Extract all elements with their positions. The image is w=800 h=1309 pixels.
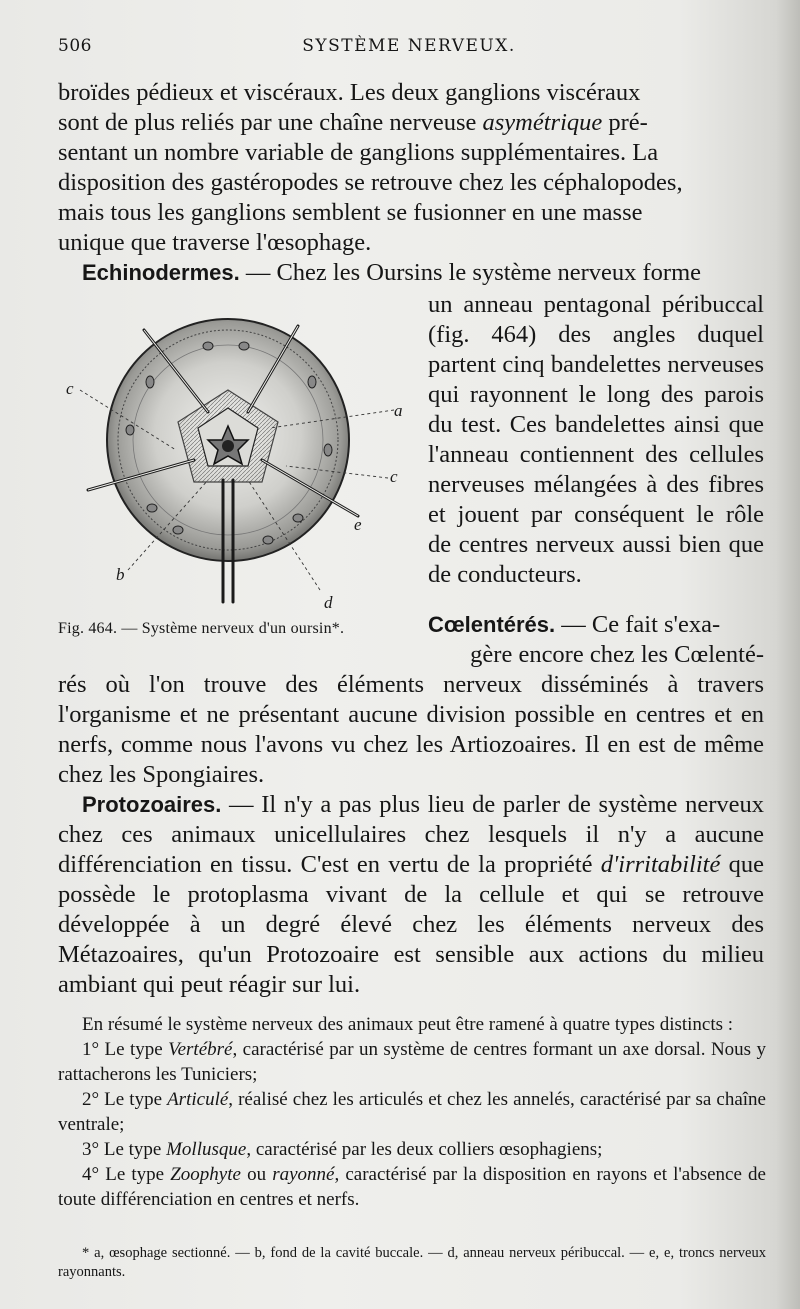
label-c-right: c	[390, 467, 398, 486]
text-line: unique que traverse l'œsophage.	[58, 229, 372, 256]
running-header	[58, 36, 760, 66]
label-b: b	[116, 565, 125, 584]
section-heading-echinodermes: Echinodermes.	[82, 260, 240, 285]
label-a: a	[394, 401, 403, 420]
summary-intro: En résumé le système nerveux des animaux peut être ramené à quatre types distincts :	[82, 1014, 734, 1035]
section-heading-coelenteres: Cœlentérés.	[428, 612, 556, 637]
emphasis: d'irritabilité	[600, 851, 721, 878]
text-line: sentant un nombre variable de ganglions supplémentaires. La	[58, 139, 659, 166]
echinodermes-heading-line: Echinodermes. — Chez les Oursins le système nerveux forme	[82, 259, 702, 286]
label-c-left: c	[66, 379, 74, 398]
summary-item: 1° Le type Vertébré, caractérisé par un système de centres formant un axe dorsal. Nous y rattacherons les Tuniciers;	[58, 1039, 766, 1085]
text-line: sont de plus reliés par une chaîne nerveuse asymétrique pré-	[58, 109, 648, 136]
figure-464	[58, 290, 424, 635]
coelenteres-paragraph: rés où l'on trouve des éléments nerveux disséminés à travers l'organisme et ne présentant aucune division possible en centres et en nerfs, comme nous l'avons vu chez les Artiozoaires. Il en est de même chez les Spongiaires.	[58, 671, 764, 788]
text-line: broïdes pédieux et viscéraux. Les deux ganglions viscéraux	[58, 79, 641, 106]
emphasis: asymétrique	[482, 109, 603, 136]
summary-item: 4° Le type Zoophyte ou rayonné, caractérisé par la disposition en rayons et l'absence de toute différenciation en centres et nerfs.	[58, 1164, 766, 1210]
text-line: disposition des gastéropodes se retrouve chez les céphalopodes,	[58, 169, 683, 196]
footnote: * a, œsophage sectionné. — b, fond de la cavité buccale. — d, anneau nerveux péribuccal. — e, e, troncs nerveux rayonnants.	[58, 1245, 766, 1280]
page-number: 506	[58, 36, 92, 56]
top-paragraph	[58, 78, 764, 258]
running-title: SYSTÈME NERVEUX.	[302, 36, 516, 56]
section-heading-protozoaires: Protozoaires.	[82, 792, 222, 817]
label-e: e	[354, 515, 362, 534]
label-d: d	[324, 593, 333, 612]
protozoaires-paragraph: Protozoaires. — Il n'y a pas plus lieu de parler de système nerveux chez ces animaux unicellulaires chez lesquels il n'y a aucune différenciation en tissu. C'est en vertu de la propriété d'irritabilité que possède le protoplasma vivant de la cellule et qui se retrouve développée à un degré élevé chez les éléments nerveux des Métazoaires, qu'un Protozoaire est sensible aux actions du milieu ambiant qui peut réagir sur lui.	[58, 791, 764, 998]
sea-urchin-nervous-system-illustration	[58, 290, 424, 620]
coelenteres-heading-line: Cœlentérés. — Ce fait s'exa- gère encore chez les Cœlenté-	[428, 611, 764, 668]
summary-item: 3° Le type Mollusque, caractérisé par les deux colliers œsophagiens;	[82, 1139, 603, 1160]
echinodermes-wrap-text: un anneau pentagonal péribuccal (fig. 464) des angles duquel partent cinq bandelettes nerveuses qui rayonnent le long des parois du test. Ces bandelettes ainsi que l'anneau contiennent des cellules nerveuses mélangées à des fibres et jouent par conséquent le rôle de centres nerveux aussi bien que de conducteurs.	[428, 291, 764, 588]
summary-section	[58, 1012, 766, 1212]
figure-caption: Fig. 464. — Système nerveux d'un oursin*.	[58, 620, 345, 637]
summary-item: 2° Le type Articulé, réalisé chez les articulés et chez les annelés, caractérisé par sa chaîne ventrale;	[58, 1089, 766, 1135]
text-line: mais tous les ganglions semblent se fusionner en une masse	[58, 199, 643, 226]
